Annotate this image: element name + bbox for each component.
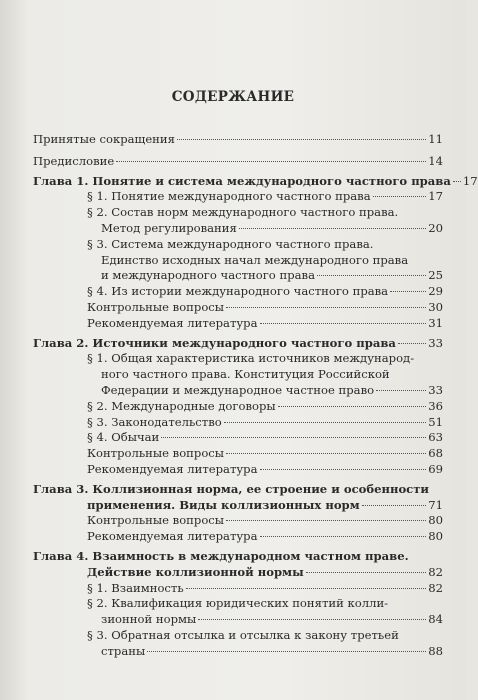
page-title: СОДЕРЖАНИЕ [171,89,295,105]
toc-entry-ch1-s1: § 1. Понятие международного частного права 17 [87,189,443,204]
toc-entry-ch1-questions: Контрольные вопросы 30 [87,299,443,314]
toc-chapter-4: Глава 4. Взаимность в международном частном праве. [33,548,409,563]
toc-entry-ch2-s2: § 2. Международные договоры 36 [87,398,443,413]
toc-entry-ch1-literature: Рекомендуемая литература 31 [87,315,443,330]
toc-entry-ch4-s2: § 2. Квалификация юридических понятий колли- [87,596,389,611]
toc-chapter-2: Глава 2. Источники международного частного права 33 [33,335,443,350]
toc-entry-ch1-s2: § 2. Состав норм международного частного права. [87,205,399,220]
toc-entry-abbreviations: Принятые сокращения 11 [33,132,443,146]
toc-entry-ch4-s1: § 1. Взаимность 82 [87,580,443,595]
toc-chapter-3: Глава 3. Коллизионная норма, ее строение и особенности [33,481,430,496]
toc-entry-ch3-literature: Рекомендуемая литература 80 [87,529,443,544]
toc-entry-ch4-s3: § 3. Обратная отсылка и отсылка к закону третьей [87,627,399,642]
toc-entry-ch3-questions: Контрольные вопросы 80 [87,513,443,528]
toc-entry-ch1-s3: § 3. Система международного частного права. [87,236,374,251]
toc-entry-ch2-s3: § 3. Законодательство 51 [87,414,443,429]
toc-entry-ch2-s1: § 1. Общая характеристика источников международ- [87,351,415,366]
table-of-contents: Принятые сокращения 11 Предисловие 14 Глава 1. Понятие и система международного частного права 17 § 1. Понятие международного частного права 17 § 2. Состав норм международного частного права. Метод регулирования 20 § 3. Система международного частного права. Единство исходных начал международного права и международного частного права 25 § 4. Из истории международного частного права 29 Контрольные вопросы 30 Рекомендуемая литература 31 Глава 2. Источники международного частного права 33 § 1. Общая характеристика источников международ- ного частного права. Конституция Российской Федерации и международное частное право 33 § 2. Международные договоры 36 § 3. Законодательство 51 § 4. Обычаи 63 Контрольные вопросы 68 Рекомендуемая литература 69 Глава 3. Коллизионная норма, ее строение и особенности применения. Виды коллизионных норм 71 Контрольные вопросы 80 Рекомендуемая литература 80 Глава 4. Взаимность в международном частном праве. Действие коллизионной нормы 82 § 1. Взаимность 82 § 2. Квалификация юридических понятий колли- зионной нормы 84 § 3. Обратная отсылка и отсылка к закону третьей страны 88 [33,132,478,658]
toc-entry-ch2-literature: Рекомендуемая литература 69 [87,461,443,476]
toc-entry-ch1-s4: § 4. Из истории международного частного права 29 [87,284,443,299]
toc-entry-preface: Предисловие 14 [33,153,443,168]
toc-entry-ch2-s4: § 4. Обычаи 63 [87,430,443,445]
toc-chapter-1: Глава 1. Понятие и система международного частного права 17 [33,173,478,188]
toc-entry-ch2-questions: Контрольные вопросы 68 [87,446,443,461]
